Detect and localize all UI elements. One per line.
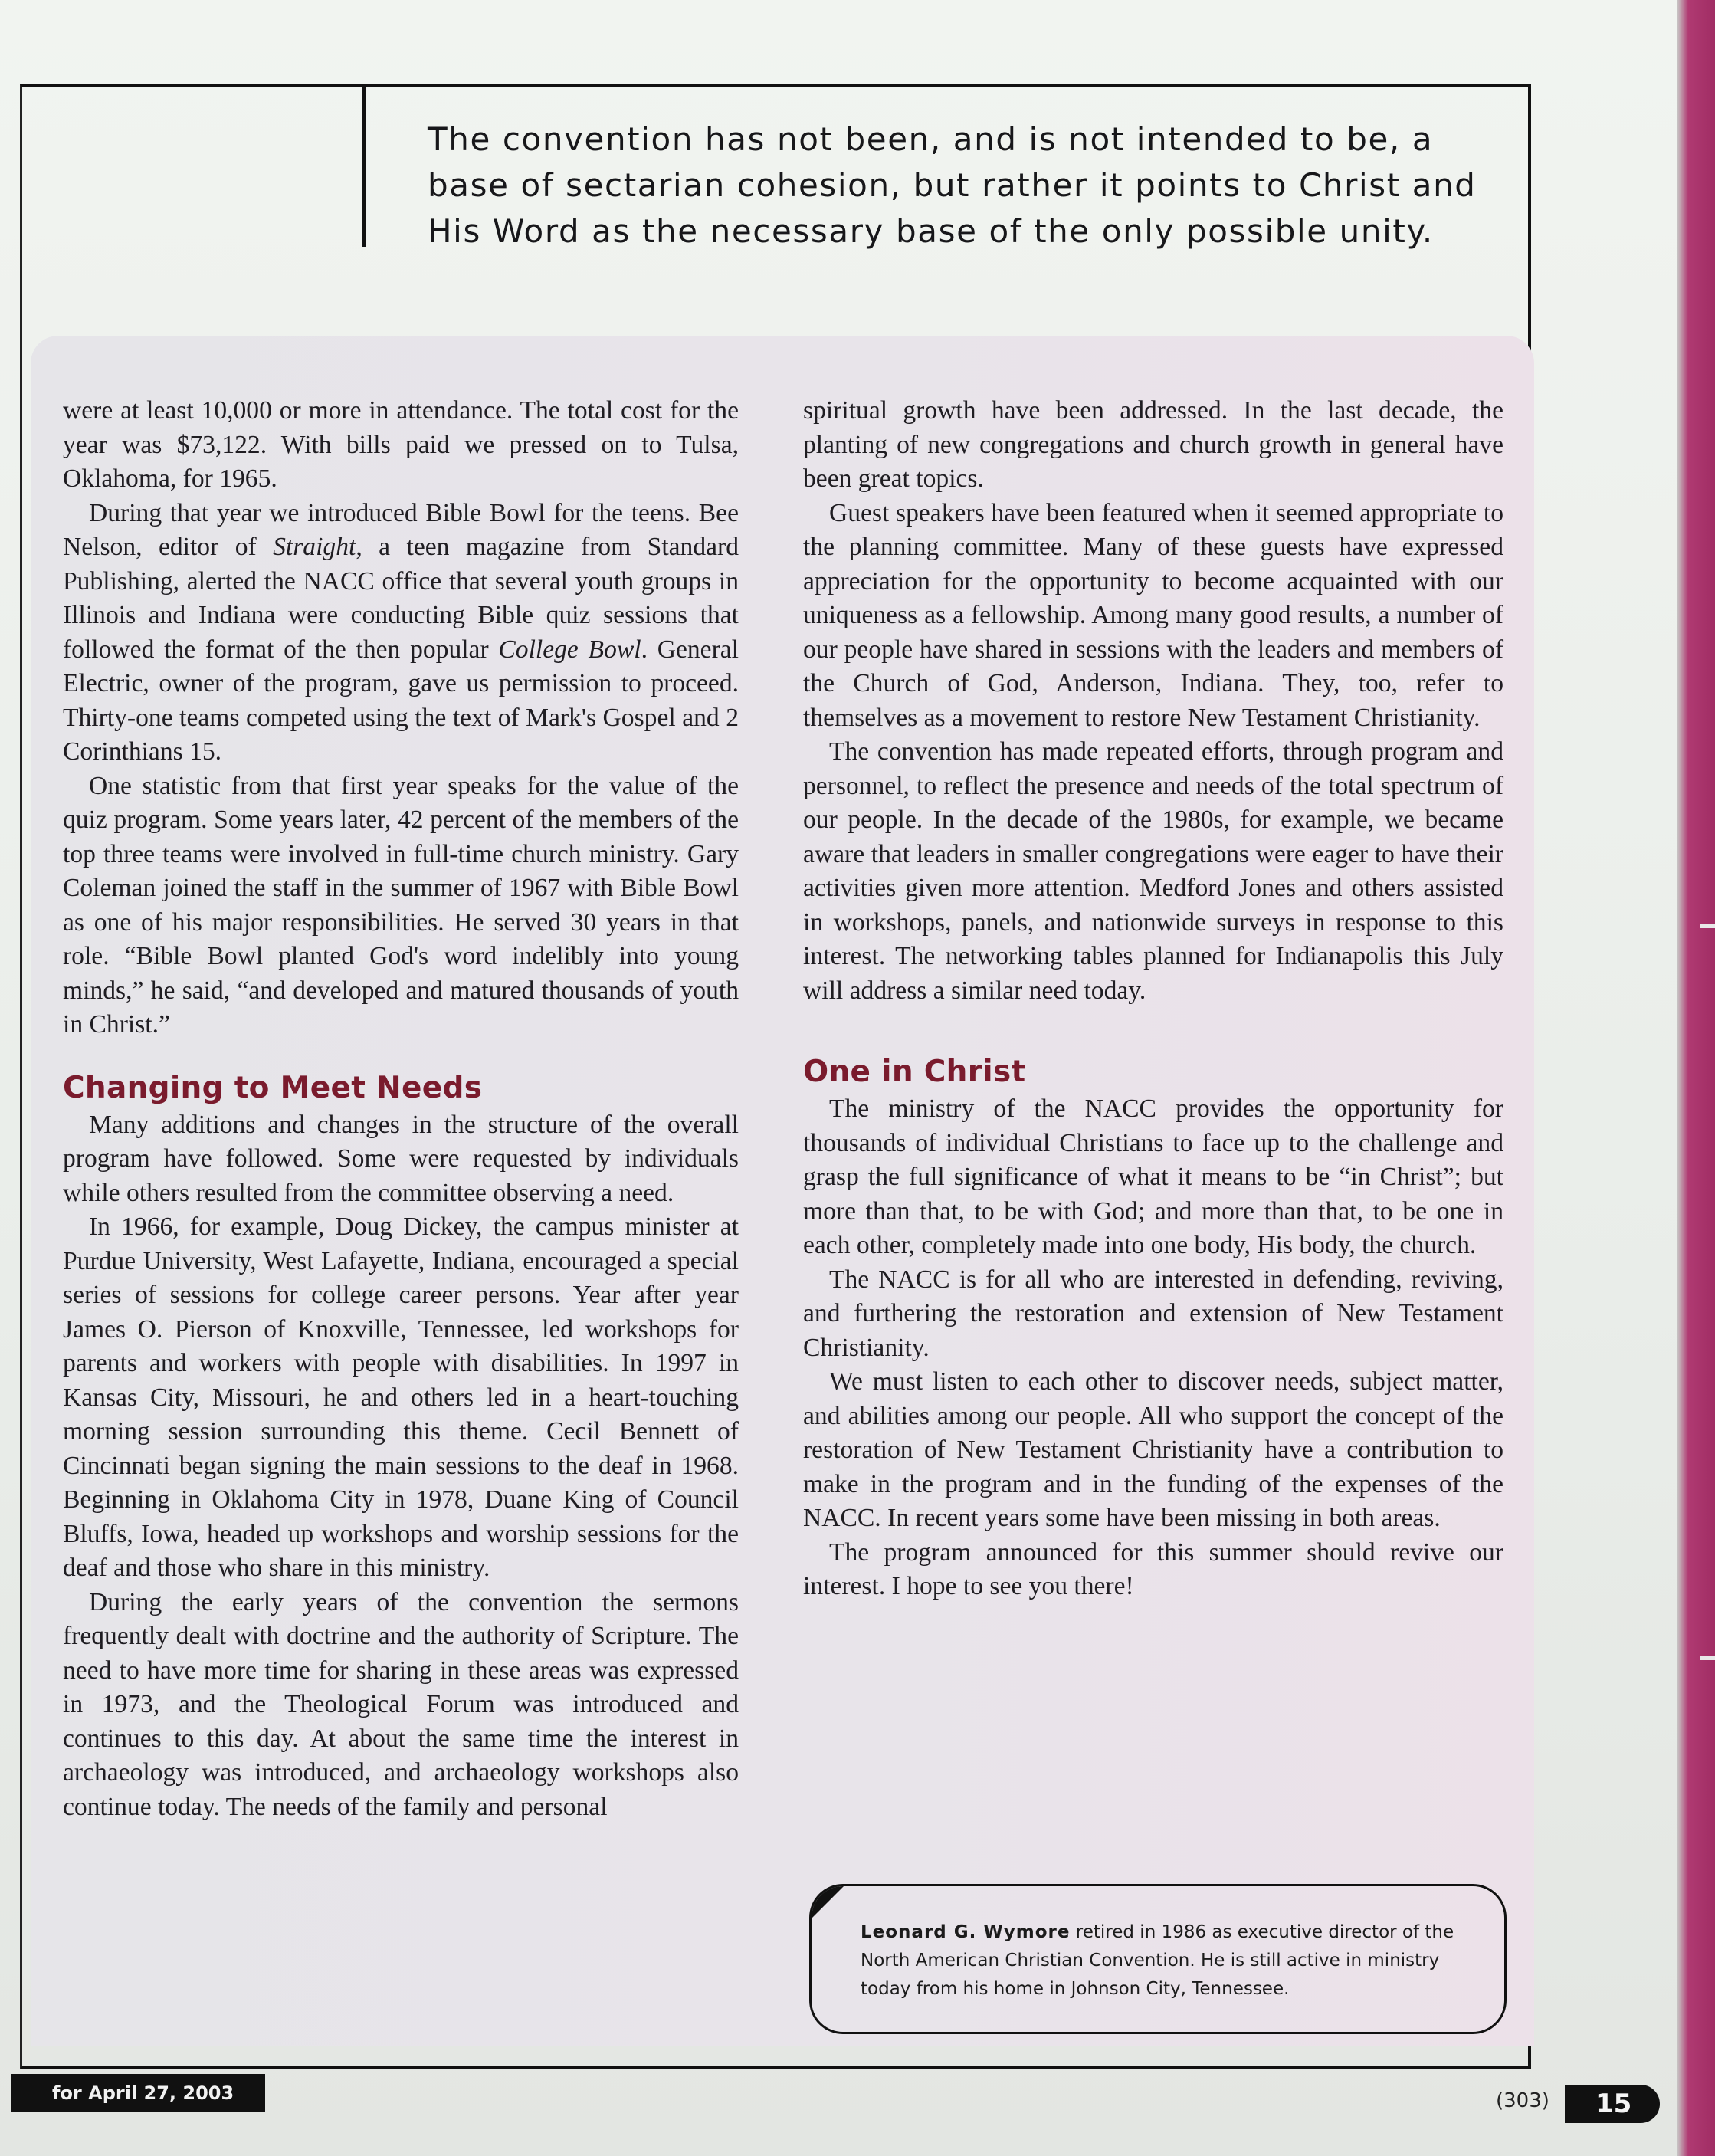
- paragraph: [63, 497, 739, 770]
- paragraph: Many additions and changes in the structure of the overall program have followed. Some were requested by individuals while others resulted from the committee observing a need.: [63, 1110, 739, 1207]
- author-bio-box: [809, 1884, 1507, 2034]
- paragraph: During the early years of the convention the sermons frequently dealt with doctrine and the authority of Scripture. The need to have more time for sharing in these areas was expressed in 1973, and the Theological Forum was introduced and continues to this day. At about the same time the interest in archaeology was introduced, and archaeology workshops also continue today. The needs of the family and personal: [63, 1587, 739, 1821]
- left-column: [63, 394, 739, 1824]
- section-heading: One in Christ: [803, 1055, 1026, 1089]
- text-run: During that year we introduced Bible Bowl for the teens. Bee Nelson, editor of: [63, 498, 739, 561]
- paragraph: In 1966, for example, Doug Dickey, the campus minister at Purdue University, West Lafayette, Indiana, encouraged a special series of sessions for college career persons. Year after year James O. Pierson of Knoxville, Tennessee, led workshops for parents and workers with people with disabilities. In 1997 in Kansas City, Missouri, he and others led in a heart-touching morning session surrounding this theme. Cecil Bennett of Cincinnati began signing the main sessions to the deaf in 1968. Beginning in Oklahoma City in 1978, Duane King of Council Bluffs, Iowa, headed up workshops and worship sessions for the deaf and those who share in this ministry.: [63, 1213, 739, 1582]
- paragraph: spiritual growth have been addressed. In the last decade, the planting of new congregations and church growth in general have been great topics.: [803, 396, 1503, 493]
- author-bio-text: retired in 1986 as executive director of the North American Christian Convention. He is still active in ministry today from his home in Johnson City, Tennessee.: [861, 1922, 1454, 1999]
- paragraph: The convention has made repeated efforts, through program and personnel, to reflect the presence and needs of the total spectrum of our people. In the decade of the 1980s, for example, we became aware that leaders in smaller congregations were eager to have their activities given more attention. Medford Jones and others assisted in workshops, panels, and nationwide surveys in response to this interest. The networking tables planned for Indianapolis this July will address a similar need today.: [803, 737, 1503, 1005]
- paragraph: The program announced for this summer should revive our interest. I hope to see you there!: [803, 1537, 1503, 1600]
- strip-notch: [1700, 924, 1715, 928]
- strip-notch: [1700, 1656, 1715, 1660]
- paragraph: were at least 10,000 or more in attendance. The total cost for the year was $73,122. With bills paid we pressed on to Tulsa, Oklahoma, for 1965.: [63, 396, 739, 493]
- page-number: 15: [1565, 2085, 1660, 2123]
- issue-date: for April 27, 2003: [11, 2074, 265, 2112]
- section-heading: Changing to Meet Needs: [63, 1070, 483, 1105]
- paragraph: We must listen to each other to discover needs, subject matter, and abilities among our people. All who support the concept of the restoration of New Testament Christianity have a contribution to make in the program and in the funding of the expenses of the NACC. In recent years some have been missing in both areas.: [803, 1367, 1503, 1532]
- pull-quote: The convention has not been, and is not intended to be, a base of sectarian cohesion, but rather it points to Christ and His Word as the necessary base of the only possible unity.: [428, 120, 1477, 250]
- pull-quote-rule: [362, 86, 366, 247]
- right-column: [803, 394, 1503, 1604]
- paragraph: Guest speakers have been featured when it seemed appropriate to the planning committee. Many of these guests have expressed appreciation for the opportunity to become acquainted with our uniqueness as a fellowship. Among many good results, a number of our people have shared in sessions with the leaders and members of the Church of God, Anderson, Indiana. They, too, refer to themselves as a movement to restore New Testament Christianity.: [803, 498, 1503, 732]
- bio-corner-mark: [812, 1886, 844, 1918]
- accent-strip: [1677, 0, 1715, 2156]
- paragraph: The NACC is for all who are interested in defending, reviving, and furthering the restoration and extension of New Testament Christianity.: [803, 1265, 1503, 1362]
- author-bio: [861, 1918, 1474, 2003]
- text-run: , a teen magazine from Standard Publishing, alerted the NACC office that several youth groups in Illinois and Indiana were conducting Bible quiz sessions that followed the format of the then popular: [63, 533, 739, 664]
- text-run: . General Electric, owner of the program, gave us permission to proceed. Thirty-one teams competed using the text of Mark's Gospel and 2 Corinthians 15.: [63, 635, 739, 766]
- paragraph: One statistic from that first year speaks for the value of the quiz program. Some years later, 42 percent of the members of the top three teams were involved in full-time church ministry. Gary Coleman joined the staff in the summer of 1967 with Bible Bowl as one of his major responsibilities. He served 30 years in that role. “Bible Bowl planted God's word indelibly into young minds,” he said, “and developed and matured thousands of youth in Christ.”: [63, 771, 739, 1039]
- italic-title: Straight: [273, 533, 356, 561]
- paragraph: The ministry of the NACC provides the opportunity for thousands of individual Christians to face up to the challenge and grasp the full significance of what it means to be “in Christ”; but more than that, to be with God; and more than that, to be one in each other, completely made into one body, His body, the church.: [803, 1094, 1503, 1259]
- italic-title: College Bowl: [498, 635, 641, 664]
- folio-code: (303): [1496, 2089, 1549, 2112]
- author-name: Leonard G. Wymore: [861, 1922, 1071, 1942]
